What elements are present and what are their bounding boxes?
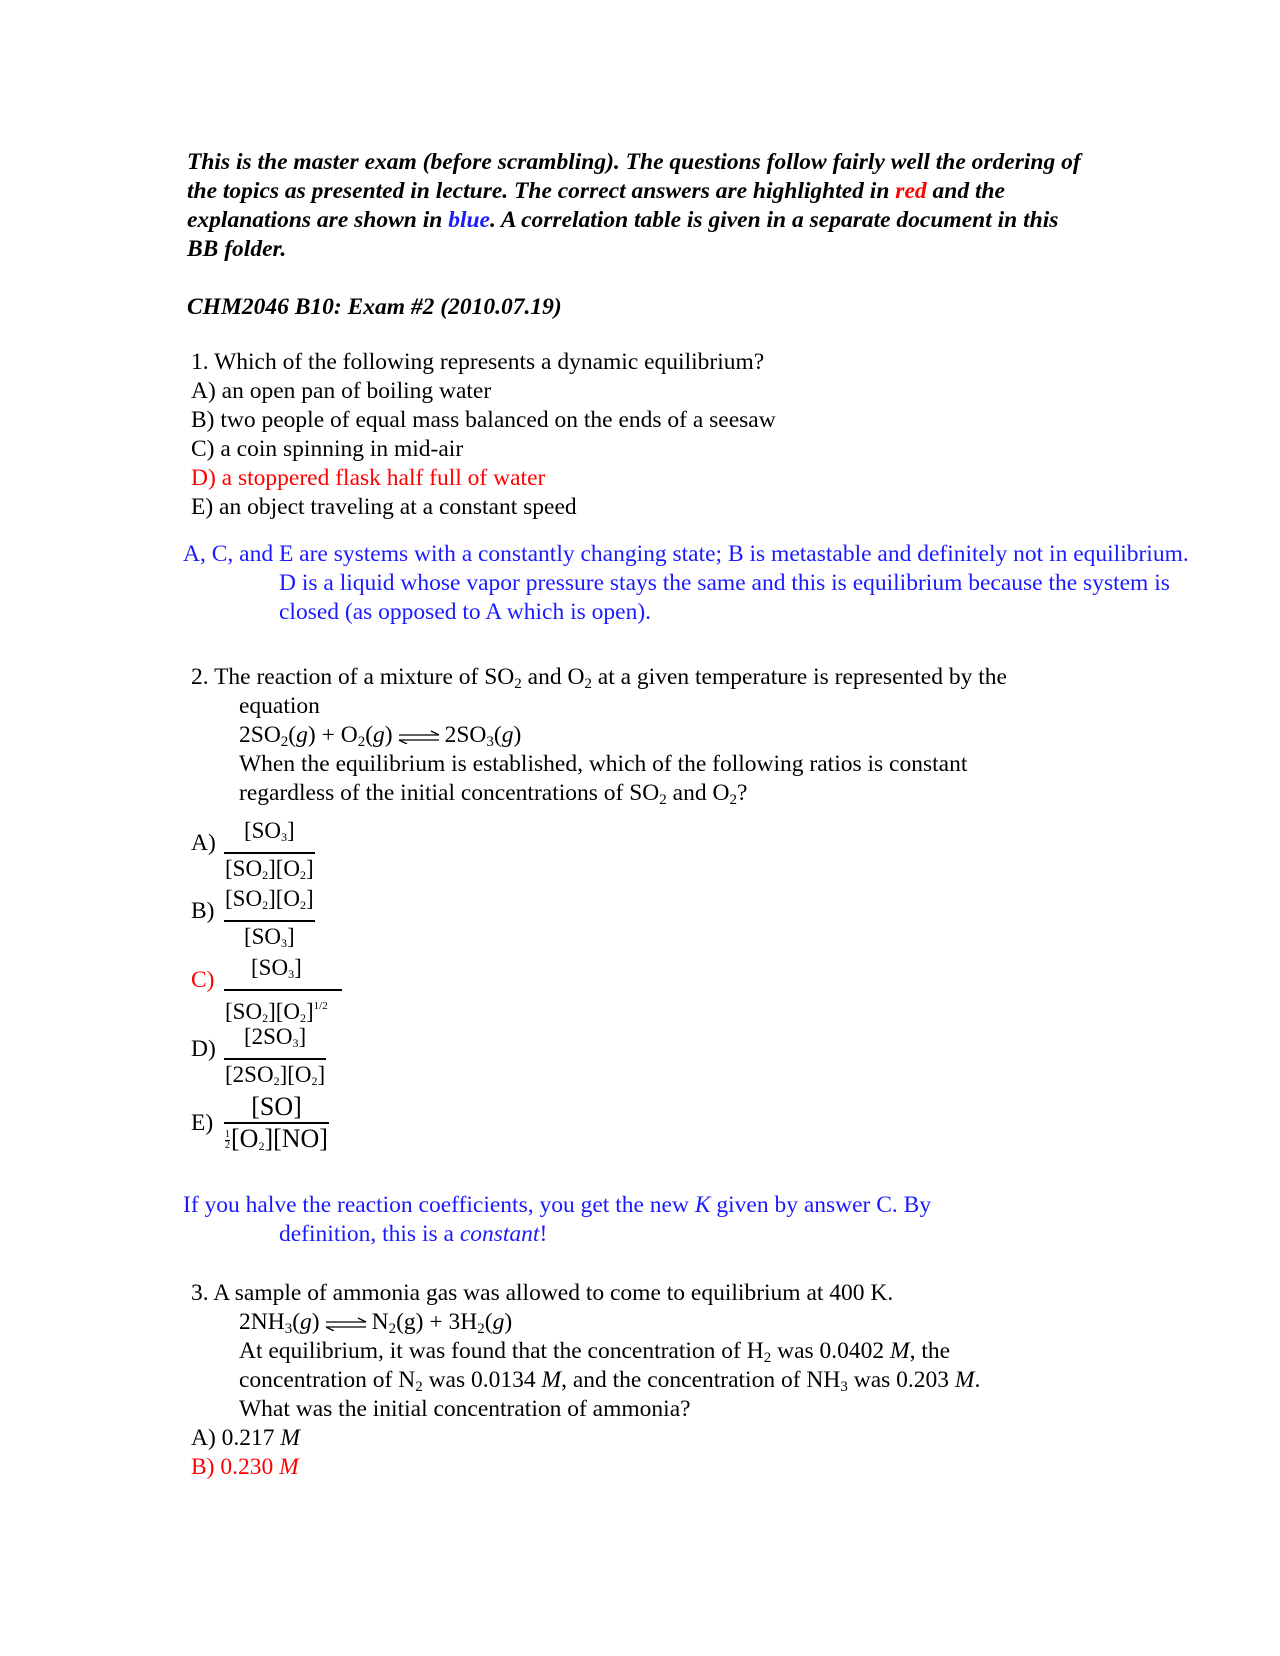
question-3 — [191, 1279, 1091, 1482]
question-1 — [191, 348, 776, 522]
question-2-when: When the equilibrium is established, which of the following ratios is constant — [239, 751, 968, 777]
exam-page: This is the master exam (before scrambling). The questions follow fairly well the ordering of the topics as presented in lecture. The correct answers are highlighted in red and the explanations are shown in blue. A correlation table is given in a separate document in this BB folder. CHM2046 B10: Exam #2 (2010.07.19) 1. Which of the following represents a dynamic equilibrium? A) an open pan of boiling water B) two people of equal mass balanced on the ends of a seesaw C) a coin spinning in mid-air D) a stoppered flask half full of water E) an object traveling at a constant speed A, C, and E are systems with a constantly changing state; B is metastable and definitely not in equilibrium. D is a liquid whose vapor pressure stays the same and this is equilibrium because the system is closed (as opposed to A which is open). 2. The reaction of a mixture of $SO_2$ and $O_2$ at a given temperature is represented by the equation $2SO_2(g) + O_2(g)$ $2SO_3(g)$ When the equilibrium is established, which of the following ratios is constant regardless of the initial concentrations of $SO_2$ and $O_2$? A) [SO3] [SO2][O2] B) [SO2][O2] [SO3] C) [SO3] $[SO2][O2]^{1/2}$ D) [2SO3] [2SO2][O2] E) [SO] $\frac{1}{2}$ [O2][NO] If you halve the reaction coefficients, you get the new K given by answer C. By definition, this is a constant! 3. A sample of ammonia gas was allowed to come to equilibrium at 400 K. $2NH_3(g) N_2(g) + 3H_2(g)$ At equilibrium, it was found that the concentration of $H_2$ was 0.0402 M, the concentration of $N_2$ was 0.0134 M, and the concentration of $NH_3$ was 0.203 M. What was the initial concentration of ammonia? A) 0.217 M B) 0.230 M — [0, 0, 1280, 1656]
question-1-option-b: B) two people of equal mass balanced on the ends of a seesaw — [191, 407, 776, 433]
question-1-explanation: A, C, and E are systems with a constantly changing state; B is metastable and definitely not in equilibrium. D is a liquid whose vapor pressure stays the same and this is equilibrium because the system is closed (as opposed to A which is open). — [183, 541, 1189, 625]
question-3-equation: $2NH_3(g) N_2(g) + 3H_2(g)$ — [239, 1309, 513, 1337]
intro-text-2: and the explanations are shown in — [187, 178, 1005, 233]
question-3-stem: 3. A sample of ammonia gas was allowed to come to equilibrium at 400 K. — [191, 1280, 894, 1306]
question-2-explanation: If you halve the reaction coefficients, you get the new K given by answer C. By definition, this is a constant! — [183, 1192, 932, 1247]
question-3-option-a: A) 0.217 M — [191, 1425, 300, 1451]
question-1-stem: 1. Which of the following represents a dynamic equilibrium? — [191, 349, 765, 375]
intro-paragraph — [187, 148, 1087, 264]
question-2-when-cont: regardless of the initial concentrations of $SO_2$ and $O_2$? — [239, 780, 748, 808]
question-3-line-c: What was the initial concentration of ammonia? — [239, 1396, 691, 1422]
question-2 — [191, 663, 1091, 808]
question-2-stem: 2. The reaction of a mixture of $SO_2$ and $O_2$ at a given temperature is represented by the — [191, 664, 1007, 692]
exam-title: CHM2046 B10: Exam #2 (2010.07.19) — [187, 294, 562, 320]
question-1-option-e: E) an object traveling at a constant speed — [191, 494, 577, 520]
question-3-option-b-correct: B) 0.230 M — [191, 1454, 299, 1480]
question-3-line-b: concentration of $N_2$ was 0.0134 M, and the concentration of $NH_3$ was 0.203 M. — [239, 1367, 981, 1395]
question-1-option-a: A) an open pan of boiling water — [191, 378, 492, 404]
equilibrium-arrow-icon — [324, 1317, 368, 1331]
question-2-equation: $2SO_2(g) + O_2(g)$ $2SO_3(g)$ — [239, 722, 522, 750]
intro-text-3: . A correlation table is given in a separate document in this BB folder. — [187, 207, 1059, 262]
question-1-option-d-correct: D) a stoppered flask half full of water — [191, 465, 546, 491]
question-2-stem-cont: equation — [239, 693, 320, 719]
question-1-option-c: C) a coin spinning in mid-air — [191, 436, 464, 462]
intro-red-word: red — [895, 178, 927, 204]
question-3-line-a: At equilibrium, it was found that the concentration of $H_2$ was 0.0402 M, the — [239, 1338, 951, 1366]
intro-text-1: This is the master exam (before scrambling). The questions follow fairly well the ordering of the topics as presented in lecture. The correct answers are highlighted in — [187, 149, 1081, 204]
intro-blue-word: blue — [448, 207, 490, 233]
equilibrium-arrow-icon — [397, 730, 441, 744]
